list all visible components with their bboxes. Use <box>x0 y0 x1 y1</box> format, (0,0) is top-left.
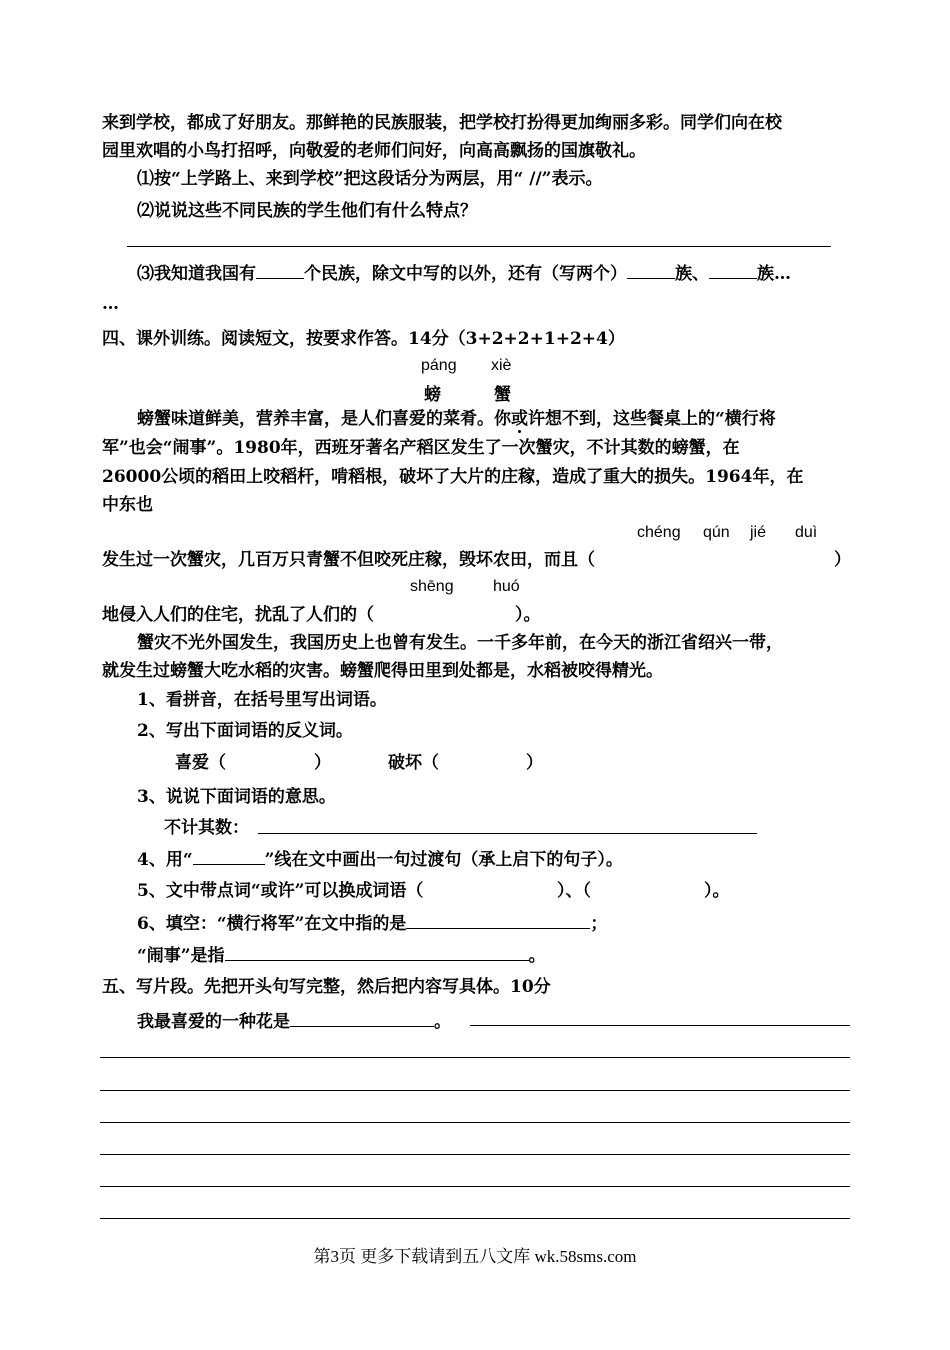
sub-question-1: 1、看拼音，在括号里写出词语。 <box>137 690 387 710</box>
text: 4、用“ <box>137 850 193 870</box>
title-pinyin-1: páng <box>421 357 457 374</box>
sub-question-5-end: ）。 <box>704 881 730 901</box>
writing-line[interactable] <box>470 1025 850 1026</box>
pinyin-jie: jié <box>750 524 767 541</box>
antonym-2-label: 破坏（ <box>388 753 439 773</box>
sub-question-2: 2、写出下面词语的反义词。 <box>137 721 353 741</box>
text: 。 <box>434 1012 451 1032</box>
text: ； <box>590 914 608 934</box>
q3-text-b: 个民族，除文中写的以外，还有（写两个） <box>304 264 627 284</box>
question-3-continued: … <box>102 294 119 314</box>
blank-general-meaning[interactable] <box>406 912 590 929</box>
pinyin-cheng: chéng <box>637 524 681 541</box>
article-line <box>137 408 776 430</box>
section-4-heading: 四、课外训练。阅读短文，按要求作答。14分（3+2+2+1+2+4） <box>102 329 625 349</box>
blank-trouble-meaning[interactable] <box>225 944 529 961</box>
q3-text-d: 族… <box>757 264 791 284</box>
blank-ethnic-1[interactable] <box>627 262 675 279</box>
antonym-1-label: 喜爱（ <box>175 753 226 773</box>
bracket-close: ）。 <box>515 605 541 625</box>
q3-text-c: 族、 <box>675 264 709 284</box>
writing-line[interactable] <box>100 1090 850 1091</box>
text: “闹事”是指 <box>137 946 225 966</box>
question-3 <box>137 262 791 285</box>
writing-line[interactable] <box>100 1154 850 1155</box>
pinyin-qun: qún <box>703 524 730 541</box>
article-line: 发生过一次蟹灾，几百万只青蟹不但咬死庄稼，毁坏农田，而且（ <box>102 550 595 570</box>
article-line: 中东也 <box>102 495 153 515</box>
q3-text-a: ⑶我知道我国有 <box>137 264 256 284</box>
article-line: 地侵入人们的住宅，扰乱了人们的（ <box>102 605 374 625</box>
passage-line: 园里欢唱的小鸟打招呼，向敬爱的老师们问好，向高高飘扬的国旗敬礼。 <box>102 141 646 161</box>
line-style-blank[interactable] <box>193 848 265 865</box>
text: 许想不到，这些餐桌上的“横行将 <box>528 409 776 429</box>
text: 螃蟹味道鲜美，营养丰富，是人们喜爱的菜肴。你 <box>137 409 511 429</box>
text: 6、填空：“横行将军”在文中指的是 <box>137 914 407 934</box>
article-line: 蟹灾不光外国发生，我国历史上也曾有发生。一千多年前，在今天的浙江省绍兴一带， <box>137 633 783 653</box>
sub-question-6-b <box>137 944 546 967</box>
sub-question-5-mid: ）、（ <box>557 881 591 901</box>
writing-starter <box>137 1010 451 1033</box>
sub-question-5: 5、文中带点词“或许”可以换成词语（ <box>137 881 424 901</box>
title-pinyin-2: xiè <box>491 357 512 374</box>
article-line: 军”也会“闹事”。1980年，西班牙著名产稻区发生了一次蟹灾，不计其数的螃蟹，在 <box>102 438 740 458</box>
dotted-word-char: 或 <box>511 409 528 429</box>
pinyin-sheng: shēng <box>410 578 454 595</box>
text: 我最喜爱的一种花是 <box>137 1012 290 1032</box>
text: 。 <box>528 946 546 966</box>
writing-line[interactable] <box>100 1218 850 1219</box>
bracket-close: ） <box>834 550 851 570</box>
sub-question-3: 3、说说下面词语的意思。 <box>137 787 336 807</box>
pinyin-dui: duì <box>795 524 818 541</box>
page-footer: 第3页 更多下载请到五八文库 wk.58sms.com <box>313 1247 637 1266</box>
blank-ethnic-2[interactable] <box>709 262 757 279</box>
writing-line[interactable] <box>100 1122 850 1123</box>
antonym-2-close: ） <box>526 753 543 773</box>
article-line: 就发生过螃蟹大吃水稻的灾害。螃蟹爬得田里到处都是，水稻被咬得精光。 <box>102 661 663 681</box>
question-2: ⑵说说这些不同民族的学生他们有什么特点？ <box>137 201 477 221</box>
article-line: 26000公顷的稻田上咬稻杆，啃稻根，破坏了大片的庄稼，造成了重大的损失。1964年，在 <box>102 467 804 487</box>
section-5-heading: 五、写片段。先把开头句写完整，然后把内容写具体。10分 <box>102 977 551 997</box>
writing-line[interactable] <box>100 1186 850 1187</box>
antonym-1-close: ） <box>314 753 331 773</box>
word-meaning-label: 不计其数： <box>164 818 249 838</box>
question-1: ⑴按“上学路上、来到学校”把这段话分为两层，用“ //”表示。 <box>137 169 603 189</box>
article-title-char-2: 蟹 <box>494 385 511 405</box>
sub-question-4 <box>137 848 623 871</box>
meaning-answer-line[interactable] <box>258 833 757 834</box>
blank-count[interactable] <box>256 262 304 279</box>
text: ”线在文中画出一句过渡句（承上启下的句子）。 <box>264 850 623 870</box>
pinyin-huo: huó <box>493 578 520 595</box>
answer-line <box>127 246 831 247</box>
blank-flower-name[interactable] <box>290 1010 434 1027</box>
writing-line[interactable] <box>100 1057 850 1058</box>
sub-question-6 <box>137 912 607 935</box>
passage-line: 来到学校，都成了好朋友。那鲜艳的民族服装，把学校打扮得更加绚丽多彩。同学们向在校 <box>102 113 782 133</box>
article-title-char-1: 螃 <box>424 385 441 405</box>
